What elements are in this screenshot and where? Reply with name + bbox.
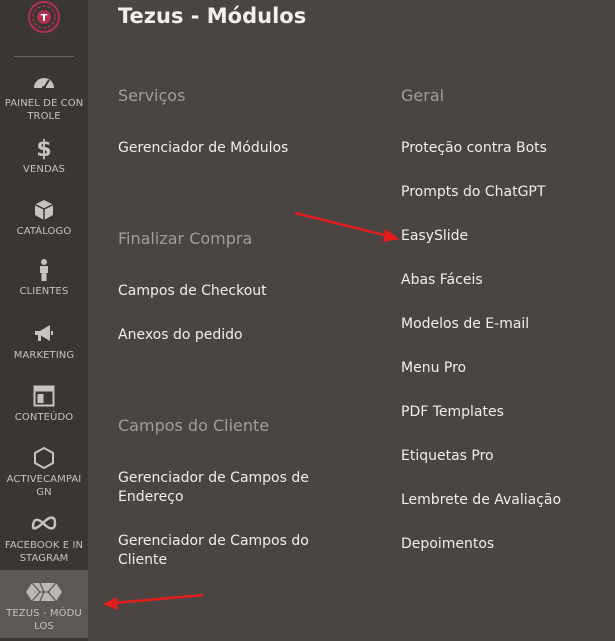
sidebar-divider [14, 56, 74, 57]
link-campos-checkout[interactable]: Campos de Checkout [118, 283, 267, 299]
link-etiquetas-pro[interactable]: Etiquetas Pro [401, 448, 494, 464]
section-heading-servicos: Serviços [118, 86, 186, 105]
sidebar-item-facebook-instagram[interactable]: FACEBOOK E INSTAGRAM [0, 512, 88, 568]
link-pdf-templates[interactable]: PDF Templates [401, 404, 504, 420]
tezus-logo-icon [24, 0, 64, 36]
link-modelos-email[interactable]: Modelos de E-mail [401, 316, 530, 332]
hexagon-icon [0, 446, 88, 470]
section-heading-geral: Geral [401, 86, 445, 105]
person-icon [0, 258, 88, 282]
link-gerenciador-modulos[interactable]: Gerenciador de Módulos [118, 140, 289, 156]
dashboard-icon [0, 70, 88, 94]
link-anexos-pedido[interactable]: Anexos do pedido [118, 327, 243, 343]
link-depoimentos[interactable]: Depoimentos [401, 536, 495, 552]
megaphone-icon [0, 322, 88, 346]
svg-text:$: $ [36, 137, 52, 160]
annotation-arrow-easyslide [290, 205, 405, 247]
dollar-icon [0, 136, 88, 160]
logo[interactable] [24, 0, 64, 36]
section-heading-finalizar-compra: Finalizar Compra [118, 229, 253, 248]
link-campos-endereco[interactable]: Gerenciador de Campos de Endereço [118, 470, 309, 505]
sidebar-item-catalogo[interactable]: CATÁLOGO [0, 198, 88, 240]
page-title: Tezus - Módulos [118, 4, 307, 28]
sidebar-item-clientes[interactable]: CLIENTES [0, 258, 88, 300]
sidebar-item-painel[interactable]: PAINEL DE CONTROLE [0, 70, 88, 122]
link-protecao-bots[interactable]: Proteção contra Bots [401, 140, 547, 156]
sidebar-item-tezus-modulos[interactable]: TEZUS - MÓDULOS [0, 570, 88, 638]
annotation-arrow-tezus [100, 590, 210, 612]
link-easyslide[interactable]: EasySlide [401, 228, 469, 244]
sidebar-item-activecampaign[interactable]: ACTIVECAMPAIGN [0, 446, 88, 502]
section-heading-campos-cliente: Campos do Cliente [118, 416, 270, 435]
link-prompts-chatgpt[interactable]: Prompts do ChatGPT [401, 184, 546, 200]
tezus-icon [0, 580, 88, 604]
box-icon [0, 198, 88, 222]
link-menu-pro[interactable]: Menu Pro [401, 360, 467, 376]
link-lembrete-avaliacao[interactable]: Lembrete de Avaliação [401, 492, 562, 508]
sidebar-item-conteudo[interactable]: CONTEÚDO [0, 384, 88, 426]
link-abas-faceis[interactable]: Abas Fáceis [401, 272, 483, 288]
meta-icon [0, 512, 88, 536]
link-campos-cliente[interactable]: Gerenciador de Campos do Cliente [118, 533, 309, 568]
layout-icon [0, 384, 88, 408]
sidebar-item-marketing[interactable]: MARKETING [0, 322, 88, 364]
sidebar-item-vendas[interactable]: $ VENDAS [0, 136, 88, 178]
svg-text:T: T [40, 13, 48, 24]
sidebar [0, 0, 88, 641]
